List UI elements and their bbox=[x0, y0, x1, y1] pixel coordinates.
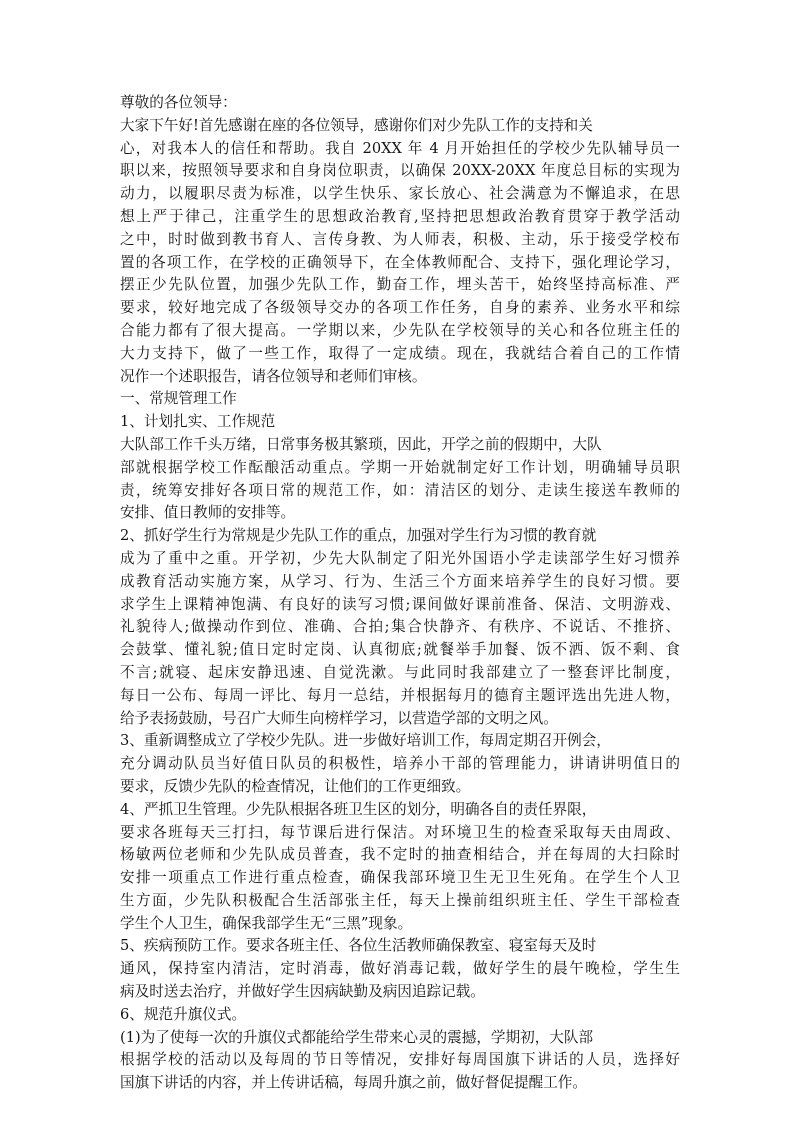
text-line: 一、常规管理工作 bbox=[120, 390, 237, 408]
text-line: 杨敏两位老师和少先队成员普查，我不定时的抽查相结合，并在每周的大扫除时 bbox=[120, 846, 680, 864]
text-line: 2、抓好学生行为常规是少先队工作的重点，加强对学生行为习惯的教育就 bbox=[120, 527, 597, 545]
text-line: (1)为了使每一次的升旗仪式都能给学生带来心灵的震撼，学期初，大队部 bbox=[120, 1028, 594, 1046]
text-line: 部就根据学校工作酝酿活动重点。学期一开始就制定好工作计划，明确辅导员职 bbox=[120, 458, 680, 476]
text-line: 想上严于律己，注重学生的思想政治教育,坚持把思想政治教育贯穿于教学活动 bbox=[120, 207, 680, 225]
text-line: 大家下午好!首先感谢在座的各位领导，感谢你们对少先队工作的支持和关 bbox=[120, 116, 593, 134]
text-line: 成教育活动实施方案，从学习、行为、生活三个方面来培养学生的良好习惯。要 bbox=[120, 572, 680, 590]
text-line: 要求，较好地完成了各级领导交办的各项工作任务，自身的素养、业务水平和综 bbox=[120, 299, 680, 317]
text-line: 要求，反馈少先队的检查情况，让他们的工作更细致。 bbox=[120, 777, 471, 795]
text-line: 大力支持下，做了一些工作，取得了一定成绩。现在，我就结合着自己的工作情 bbox=[120, 344, 680, 362]
text-line: 充分调动队员当好值日队员的积极性，培养小干部的管理能力，讲请讲明值日的 bbox=[120, 755, 680, 773]
text-line: 通风，保持室内清洁，定时消毒，做好消毒记载，做好学生的晨午晚检，学生生 bbox=[120, 960, 680, 978]
text-line: 4、严抓卫生管理。少先队根据各班卫生区的划分，明确各自的责任界限， bbox=[120, 800, 597, 818]
text-line: 病及时送去治疗，并做好学生因病缺勤及病因追踪记载。 bbox=[120, 983, 485, 1001]
text-line: 大队部工作千头万绪，日常事务极其繁琐，因此，开学之前的假期中，大队 bbox=[120, 435, 602, 453]
text-line: 会鼓掌、懂礼貌;值日定时定岗、认真彻底;就餐举手加餐、饭不洒、饭不剩、食 bbox=[120, 641, 680, 659]
text-line: 况作一个述职报告，请各位领导和老师们审核。 bbox=[120, 367, 427, 385]
text-line: 求学生上课精神饱满、有良好的读写习惯;课间做好课前准备、保洁、文明游戏、 bbox=[120, 595, 680, 613]
text-line: 国旗下讲话的内容，并上传讲话稿，每周升旗之前，做好督促提醒工作。 bbox=[120, 1074, 588, 1092]
text-line: 学生个人卫生，确保我部学生无“三黑”现象。 bbox=[120, 914, 413, 932]
text-line: 置的各项工作，在学校的正确领导下，在全体教师配合、支持下，强化理论学习， bbox=[120, 253, 680, 271]
text-line: 根据学校的活动以及每周的节日等情况，安排好每周国旗下讲话的人员，选择好 bbox=[120, 1051, 680, 1069]
text-line: 安排、值日教师的安排等。 bbox=[120, 504, 296, 522]
document-body bbox=[120, 92, 680, 1095]
text-line: 给予表扬鼓励，号召广大师生向榜样学习，以营造学部的文明之风。 bbox=[120, 709, 558, 727]
text-line: 每日一公布、每周一评比、每月一总结，并根据每月的德育主题评选出先进人物， bbox=[120, 686, 680, 704]
text-line: 安排一项重点工作进行重点检查，确保我部环境卫生无卫生死角。在学生个人卫 bbox=[120, 869, 680, 887]
text-line: 5、疾病预防工作。要求各班主任、各位生活教师确保教室、寝室每天及时 bbox=[120, 937, 597, 955]
text-line: 要求各班每天三打扫，每节课后进行保洁。对环境卫生的检查采取每天由周政、 bbox=[120, 823, 680, 841]
text-line: 摆正少先队位置，加强少先队工作，勤奋工作，埋头苦干，始终坚持高标准、严 bbox=[120, 276, 680, 294]
text-line: 职以来，按照领导要求和自身岗位职责，以确保 20XX-20XX 年度总目标的实现为 bbox=[120, 162, 680, 180]
text-line: 3、重新调整成立了学校少先队。进一步做好培训工作，每周定期召开例会， bbox=[120, 732, 611, 750]
text-line: 合能力都有了很大提高。一学期以来，少先队在学校领导的关心和各位班主任的 bbox=[120, 321, 680, 339]
text-line: 6、规范升旗仪式。 bbox=[120, 1005, 247, 1023]
text-line: 1、计划扎实、工作规范 bbox=[120, 413, 276, 431]
salutation: 尊敬的各位领导： bbox=[120, 94, 237, 111]
text-line: 不言;就寝、起床安静迅速、自觉洗漱。与此同时我部建立了一整套评比制度， bbox=[120, 663, 680, 681]
text-line: 心，对我本人的信任和帮助。我自 20XX 年 4 月开始担任的学校少先队辅导员一 bbox=[120, 139, 680, 157]
text-line: 成为了重中之重。开学初，少先大队制定了阳光外国语小学走读部学生好习惯养 bbox=[120, 549, 680, 567]
text-line: 之中，时时做到教书育人、言传身教、为人师表，积极、主动，乐于接受学校布 bbox=[120, 230, 680, 248]
text-line: 生方面，少先队积极配合生活部张主任，每天上操前组织班主任、学生干部检查 bbox=[120, 891, 680, 909]
text-line: 礼貌待人;做操动作到位、准确、合拍;集合快静齐、有秩序、不说话、不推挤、 bbox=[120, 618, 680, 636]
text-line: 动力，以履职尽责为标准，以学生快乐、家长放心、社会满意为不懈追求，在思 bbox=[120, 185, 680, 203]
text-line: 责，统筹安排好各项日常的规范工作，如：清洁区的划分、走读生接送车教师的 bbox=[120, 481, 680, 499]
